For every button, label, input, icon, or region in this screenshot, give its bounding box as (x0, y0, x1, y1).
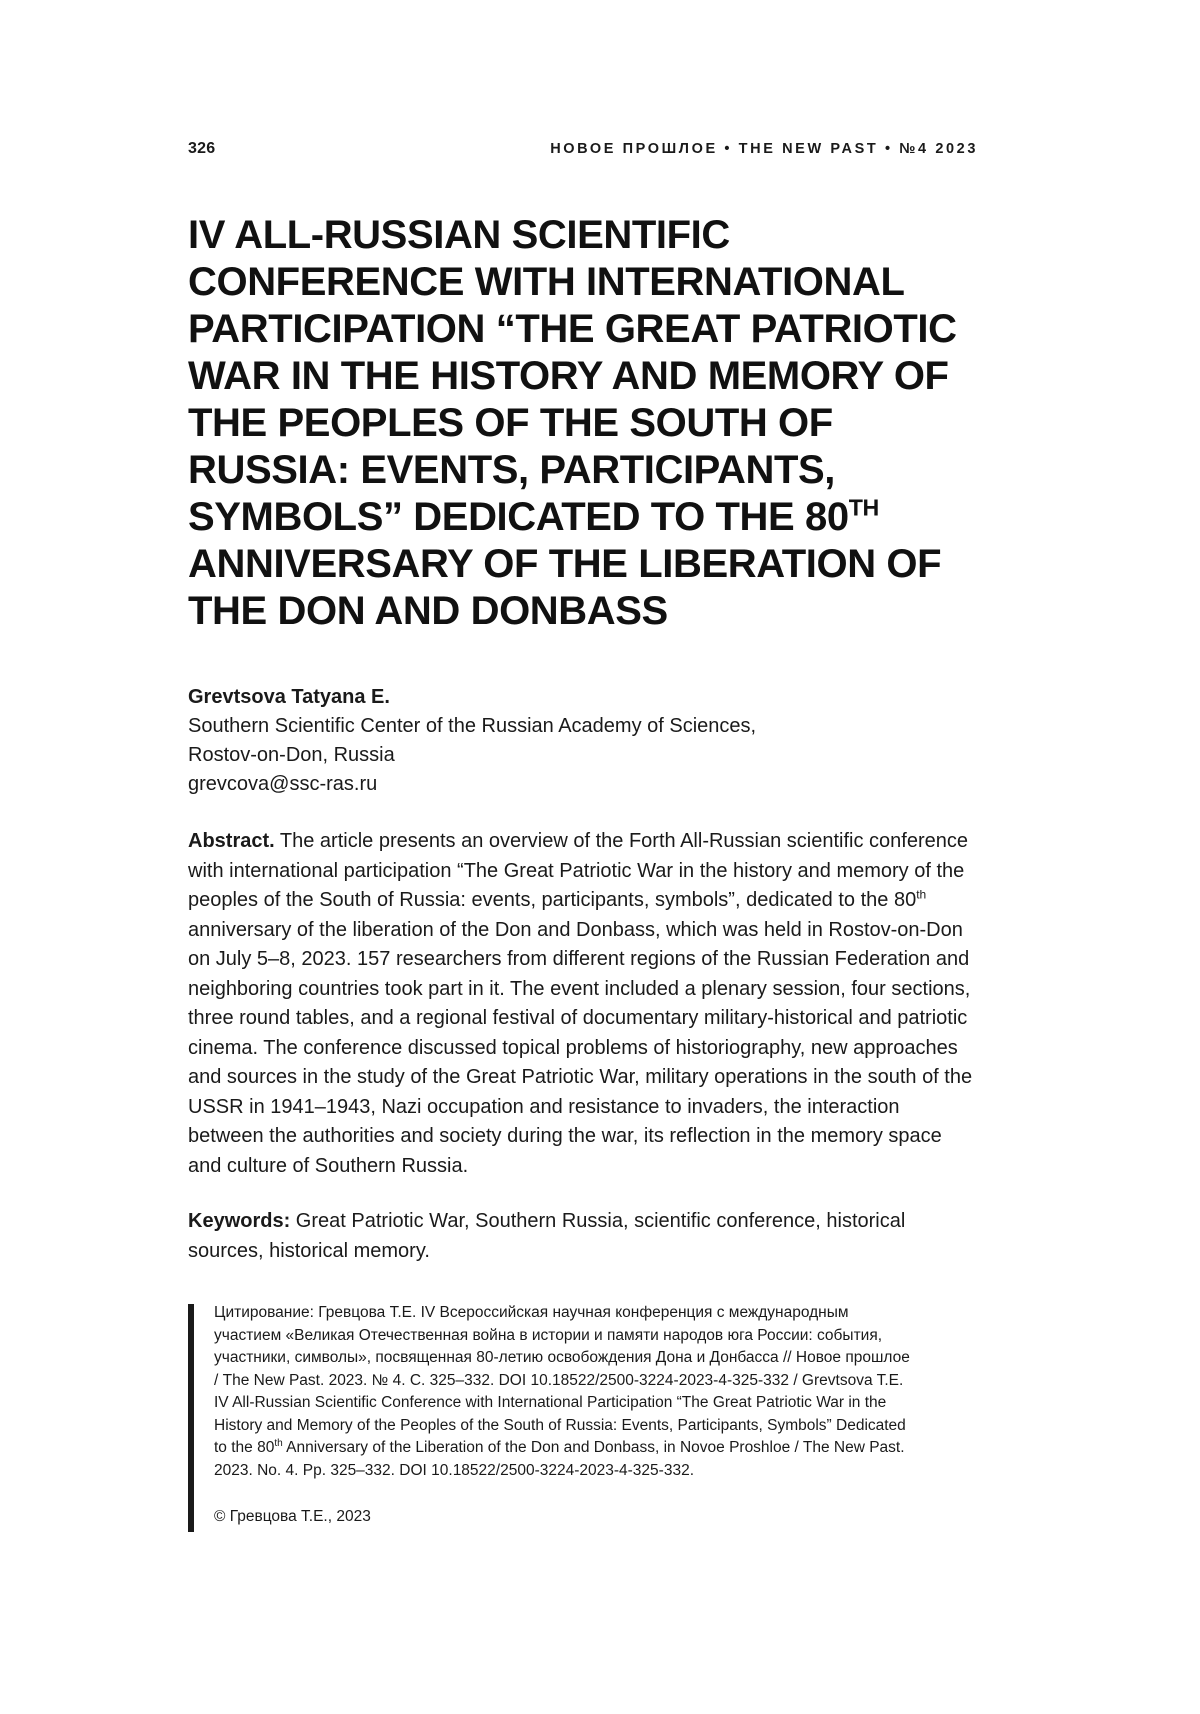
author-block (188, 683, 978, 799)
citation-text (214, 1302, 914, 1482)
keywords-label: Keywords: (188, 1210, 291, 1232)
page-content (188, 140, 978, 1528)
abstract-text-part2: anniversary of the liberation of the Don and Donbass, which was held in Rostov-on-Don on July 5–8, 2023. 157 researchers from different regions of the Russian Federation and neighboring countries took part in it. The event included a plenary session, four sections, three round tables, and a regional festival of documentary military-historical and patriotic cinema. The conference discussed topical problems of historiography, new approaches and sources in the study of the Great Patriotic War, military operations in the south of the USSR in 1941–1943, Nazi occupation and resistance to invaders, the interaction between the authorities and society during the war, its reflection in the memory space and culture of Southern Russia. (188, 918, 973, 1177)
abstract-text-part1: The article presents an overview of the Forth All-Russian scientific conference with international participation “The Great Patriotic War in the history and memory of the peoples of the South of Russia: events, participants, symbols”, dedicated to the 80 (188, 830, 968, 911)
journal-running-title: НОВОЕ ПРОШЛОЕ • THE NEW PAST • №4 2023 (550, 141, 978, 157)
citation-text-part1: Цитирование: Гревцова Т.Е. IV Всероссийская научная конференция с международным участием «Великая Отечественная война в истории и памяти народов юга России: события, участники, символы», посвященная 80-летию освобождения Дона и Донбасса // Новое прошлое / The New Past. 2023. № 4. С. 325–332. DOI 10.18522/2500-3224-2023-4-325-332 / Grevtsova T.E. IV All-Russian Scientific Conference with International Participation “The Great Patriotic War in the History and Memory of the Peoples of the South of Russia: Events, Participants, Symbols” Dedicated to the 80 (214, 1304, 910, 1456)
author-name: Grevtsova Tatyana E. (188, 686, 390, 708)
author-email: grevcova@ssc-ras.ru (188, 773, 378, 795)
article-title-part2: ANNIVERSARY OF THE LIBERATION OF THE DON AND DONBASS (188, 542, 942, 633)
article-title-ordinal: TH (848, 494, 879, 521)
abstract-paragraph (188, 827, 978, 1181)
running-head (188, 140, 978, 164)
citation-text-part2: Anniversary of the Liberation of the Don and Donbass, in Novoe Proshloe / The New Past. 2023. No. 4. Pp. 325–332. DOI 10.18522/2500-3224-2023-4-325-332. (214, 1439, 905, 1479)
citation-ordinal: th (274, 1437, 283, 1449)
citation-block (188, 1302, 978, 1528)
keywords-text: Great Patriotic War, Southern Russia, scientific conference, historical sources, historical memory. (188, 1210, 906, 1262)
abstract-ordinal: th (916, 887, 927, 902)
author-affiliation-line-2: Rostov-on-Don, Russia (188, 744, 395, 766)
article-title-part1: IV ALL-RUSSIAN SCIENTIFIC CONFERENCE WITH INTERNATIONAL PARTICIPATION “THE GREAT PATRIOTIC WAR IN THE HISTORY AND MEMORY OF THE PEOPLES OF THE SOUTH OF RUSSIA: EVENTS, PARTICIPANTS, SYMBOLS” DEDICATED TO THE 80 (188, 213, 957, 539)
abstract-label: Abstract. (188, 830, 275, 852)
keywords-paragraph (188, 1207, 978, 1266)
citation-side-rule (188, 1304, 194, 1532)
article-title (188, 212, 988, 635)
page-number: 326 (188, 140, 216, 157)
author-affiliation-line-1: Southern Scientific Center of the Russian Academy of Sciences, (188, 715, 757, 737)
copyright-line: © Гревцова Т.Е., 2023 (214, 1508, 371, 1525)
